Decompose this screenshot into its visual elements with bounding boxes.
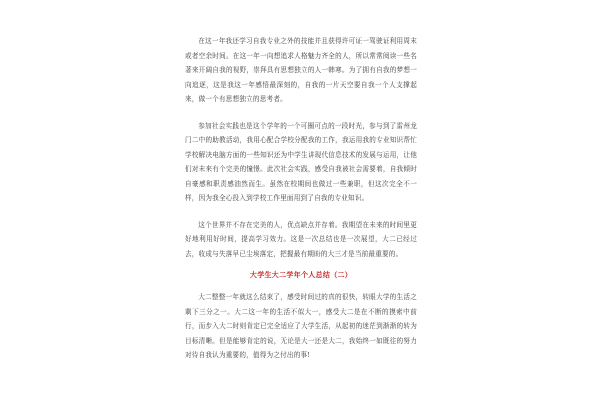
- paragraph-outlook: 这个世界并不存在完美的人，优点缺点并存着。我期望在未来的时间里更好地利用好时间，提高学习效力。这是一次总结也是一次展望，大二已经过去，收成与失落早已尘埃落定，把握最有期盼的大三才是当前最重要的。: [185, 220, 417, 258]
- paragraph-skills: 在这一年我还学习自我专业之外的技能并且获得许可证一驾驶证利用周末或者空余时间。在这一年一向想追求人格魅力齐全的人，所以常常阅读一些名著来开阔自我的视野，崇拜具有思想独立的人一韩寒。为了拥有自我的梦想一向追逐，这是我这一年感悟最深刻的，自我的一片天空要自我一个人支撑起来，做一个有思想独立的思考者。: [185, 37, 417, 103]
- section-title: 大学生大二学年个人总结（二）: [249, 270, 353, 279]
- paragraph-social-practice: 参加社会实践也是这个学年的一个可圈可点的一段时光，参与到了雷州龙门二中的助教活动，我用心配合学校分配我的工作，我运用我的专业知识帮忙学校解决电脑方面的一些知识还为中学生讲现代信息技术的发展与运用，让他们对未来有个完美的憧憬。此次社会实践，感受自我被社会需要着，自我倾时自豪感和职责感油然而生。虽然在校期间也做过一些兼职，但这次完全不一样，因为我全心投入到学校工作里面用到了自我的专业知识。: [185, 121, 417, 202]
- document-body: [185, 34, 417, 375]
- paragraph-second-summary: 大二整整一年就这么结束了，感受时间过的真的很快，转眼大学的生活之剩下三分之一。大二这一年的生活不似大一，感受大二是在不断的摸索中前行，而步入大二时则肯定已完全适应了大学生活，从起初的迷茫到渐渐的转为目标清晰。但是能够肯定的说，无论是大一还是大二，我始终一如既往的努力对待自我认为重要的，值得为之付出的事!: [185, 293, 417, 359]
